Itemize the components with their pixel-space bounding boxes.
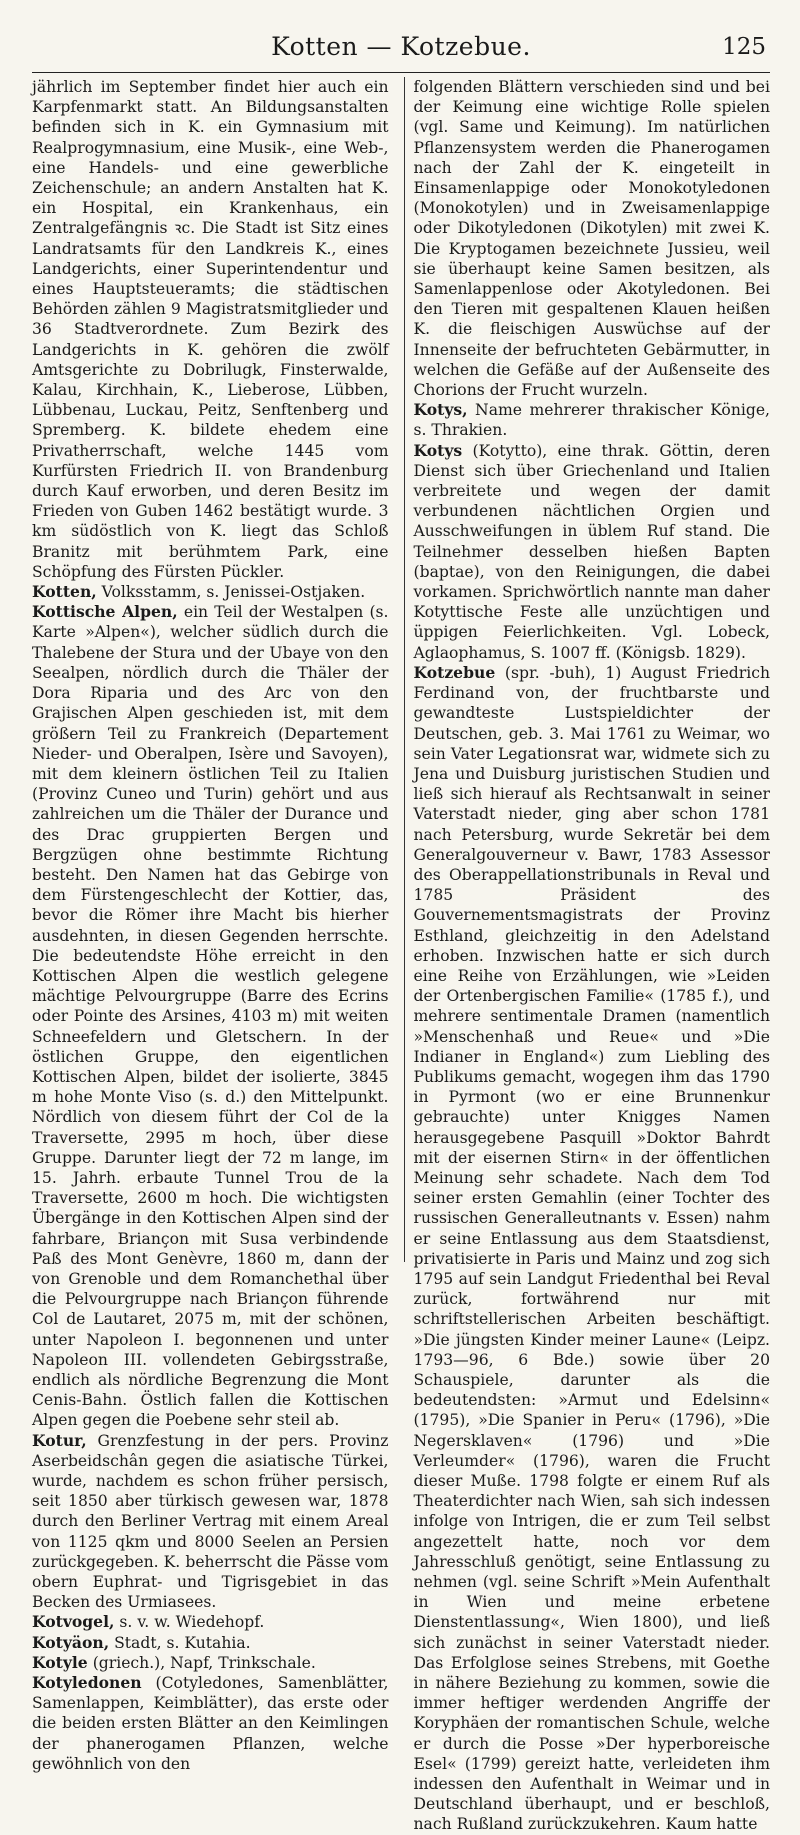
- entry-headword: Kotyledonen: [32, 1673, 142, 1693]
- entry-paragraph: [414, 441, 771, 663]
- entry-paragraph: [414, 400, 771, 440]
- entry-paragraph: [32, 1653, 389, 1673]
- entry-paragraph: [32, 1431, 389, 1613]
- entry-text: ein Teil der Westalpen (s. Karte »Alpen«), welcher südlich durch die Thalebene der Stura und der Ubaye von den Seealpen, nördlich durch die Thäler der Dora Riparia und des Arc von den Grajischen Alpen geschieden ist, mit dem größern Teil zu Frankreich (Departement Nieder- und Oberalpen, Isère und Savoyen), mit dem kleinern östlichen Teil zu Italien (Provinz Cuneo und Turin) gehört und aus zahlreichen um die Thäler der Durance und des Drac gruppierten Bergen und Bergzügen ohne bestimmte Richtung besteht. Den Namen hat das Gebirge von dem Fürstengeschlecht der Kottier, das, bevor die Römer ihre Macht bis hierher ausdehnten, in diesen Gegenden herrschte. Die bedeutendste Höhe erreicht in den Kottischen Alpen die westlich gelegene mächtige Pelvourgruppe (Barre des Ecrins oder Pointe des Arsines, 4103 m) mit weiten Schneefeldern und Gletschern. In der östlichen Gruppe, den eigentlichen Kottischen Alpen, bildet der isolierte, 3845 m hohe Monte Viso (s. d.) den Mittelpunkt. Nördlich von diesem führt der Col de la Traversette, 2995 m hoch, über diese Gruppe. Darunter liegt der 72 m lange, im 15. Jahrh. erbaute Tunnel Trou de la Traversette, 2600 m hoch. Die wichtigsten Übergänge in den Kottischen Alpen sind der fahrbare, Briançon mit Susa verbindende Paß des Mont Genèvre, 1860 m, dann der von Grenoble und dem Romanchethal über die Pelvourgruppe nach Briançon führende Col de Lautaret, 2075 m, mit der schönen, unter Napoleon I. begonnenen und unter Napoleon III. vollendeten Gebirgsstraße, endlich als nördliche Begrenzung die Mont Cenis-Bahn. Östlich fallen die Kottischen Alpen gegen die Poebene sehr steil ab.: [32, 603, 389, 1430]
- entry-paragraph: [32, 1633, 389, 1653]
- entry-text: folgenden Blättern verschieden sind und bei der Keimung eine wichtige Rolle spielen (vgl. Same und Keimung). Im natürlichen Pflanzensystem werden die Phanerogamen nach der Zahl der K. eingeteilt in Einsamenlappige oder Monokotyledonen (Monokotylen) und in Zweisamenlappige oder Dikotyledonen (Dikotylen) mit zwei K. Die Kryptogamen bezeichnete Jussieu, weil sie überhaupt keine Samen besitzen, als Samenlappenlose oder Akotyledonen. Bei den Tieren mit gespaltenen Klauen heißen K. die fleischigen Auswüchse auf der Innenseite der befruchteten Gebärmutter, in welchen die Gefäße auf der Außenseite des Chorions der Frucht wurzeln.: [413, 78, 771, 400]
- entry-text: (Cotyledones, Samenblätter, Samenlappen, Keimblätter), das erste oder die beiden ersten Blätter an den Keimlingen der phanerogamen Pflanzen, welche gewöhnlich von den: [32, 1674, 389, 1773]
- entry-headword: Kotur,: [32, 1430, 87, 1450]
- entry-paragraph: [32, 77, 389, 582]
- entry-headword: Kottische Alpen,: [32, 602, 178, 622]
- entry-text: jährlich im September findet hier auch ein Karpfenmarkt statt. An Bildungsanstalten befinden sich in K. ein Gymnasium mit Realprogymnasium, eine Musik-, eine Web-, eine Handels- und eine gewerbliche Zeichenschule; an andern Anstalten hat K. ein Hospital, ein Krankenhaus, ein Zentralgefängnis ꝛc. Die Stadt ist Sitz eines Landratsamts für den Landkreis K., eines Landgerichts, einer Superintendentur und eines Hauptsteueramts; die städtischen Behörden zählen 9 Magistratsmitglieder und 36 Stadtverordnete. Zum Bezirk des Landgerichts in K. gehören die zwölf Amtsgerichte zu Dobrilugk, Finsterwalde, Kalau, Kirchhain, K., Lieberose, Lübben, Lübbenau, Luckau, Peitz, Senftenberg und Spremberg. K. bildete ehedem eine Privatherrschaft, welche 1445 vom Kurfürsten Friedrich II. von Brandenburg durch Kauf erworben, und deren Besitz im Frieden von Guben 1462 bestätigt wurde. 3 km südöstlich von K. liegt das Schloß Branitz mit berühmtem Park, eine Schöpfung des Fürsten Pückler.: [32, 78, 389, 581]
- entry-paragraph: [32, 602, 389, 1430]
- page-number: 125: [722, 34, 766, 60]
- entry-paragraph: [32, 1612, 389, 1632]
- column-divider: [404, 77, 405, 1262]
- entry-text: (spr. -buh), 1) August Friedrich Ferdinand von, der fruchtbarste und gewandteste Lustspieldichter der Deutschen, geb. 3. Mai 1761 zu Weimar, wo sein Vater Legationsrat war, widmete sich zu Jena und Duisburg juristischen Studien und ließ sich hierauf als Rechtsanwalt in seiner Vaterstadt nieder, ging aber schon 1781 nach Petersburg, wurde Sekretär bei dem Generalgouverneur v. Bawr, 1783 Assessor des Oberappellationstribunals in Reval und 1785 Präsident des Gouvernementsmagistrats der Provinz Esthland, gleichzeitig in den Adelstand erhoben. Inzwischen hatte er sich durch eine Reihe von Erzählungen, wie »Leiden der Ortenbergischen Familie« (1785 f.), und mehrere sentimentale Dramen (namentlich »Menschenhaß und Reue« und »Die Indianer in England«) zum Liebling des Publikums gemacht, wogegen ihm das 1790 in Pyrmont (wo er eine Brunnenkur gebrauchte) unter Knigges Namen herausgegebene Pasquill »Doktor Bahrdt mit der eisernen Stirn« in der öffentlichen Meinung sehr schadete. Nach dem Tod seiner ersten Gemahlin (einer Tochter des russischen Generalleutnants v. Essen) nahm er seine Entlassung aus dem Staatsdienst, privatisierte in Paris und Mainz und zog sich 1795 auf sein Landgut Friedenthal bei Reval zurück, fortwährend nur mit schriftstellerischen Arbeiten beschäftigt. »Die jüngsten Kinder meiner Laune« (Leipz. 1793—96, 6 Bde.) sowie über 20 Schauspiele, darunter als die bedeutendsten: »Armut und Edelsinn« (1795), »Die Spanier in Peru« (1796), »Die Negersklaven« (1796) und »Die Verleumder« (1796), waren die Frucht dieser Muße. 1798 folgte er einem Ruf als Theaterdichter nach Wien, sah sich indessen infolge von Intrigen, die er zum Teil selbst angezettelt hatte, noch vor dem Jahresschluß genötigt, seine Entlassung zu nehmen (vgl. seine Schrift »Mein Aufenthalt in Wien und meine erbetene Dienstentlassung«, Wien 1800), und ließ sich zunächst in seiner Vaterstadt nieder. Das Erfolglose seines Strebens, mit Goethe in nähere Beziehung zu kommen, sowie die immer heftiger werdenden Angriffe der Koryphäen der romantischen Schule, welche er durch die Posse »Der hyperboreische Esel« (1799) gereizt hatte, verleideten ihm indessen den Aufenthalt in Weimar und in Deutschland überhaupt, und er beschloß, nach Rußland zurückzukehren. Kaum hatte: [413, 663, 771, 1834]
- entry-headword: Kotyäon,: [32, 1632, 110, 1652]
- entry-paragraph: [32, 582, 389, 602]
- right-column: [412, 77, 771, 1834]
- entry-headword: Kotzebue: [413, 662, 496, 682]
- entry-headword: Kotys: [413, 440, 463, 460]
- entry-text: Name mehrerer thrakischer Könige, s. Thrakien.: [413, 401, 771, 440]
- entry-headword: Kotvogel,: [32, 1612, 115, 1632]
- entry-headword: Kotys,: [413, 400, 468, 420]
- entry-paragraph: [414, 663, 771, 1835]
- entry-headword: Kotyle: [32, 1652, 88, 1672]
- entry-text: Grenzfestung in der pers. Provinz Aserbeidschân gegen die asiatische Türkei, wurde, nachdem es schon früher persisch, seit 1850 aber türkisch gewesen war, 1878 durch den Berliner Vertrag mit einem Areal von 1125 qkm und 8000 Seelen an Persien zurückgegeben. K. beherrscht die Pässe vom obern Euphrat- und Tigrisgebiet in das Becken des Urmiasees.: [32, 1431, 389, 1612]
- text-columns: [32, 77, 771, 1834]
- entry-text: (Kotytto), eine thrak. Göttin, deren Dienst sich über Griechenland und Italien verbreitete und wegen der damit verbundenen nächtlichen Orgien und Ausschweifungen in üblem Ruf stand. Die Teilnehmer desselben hießen Bapten (baptae), von den Reinigungen, die dabei vorkamen. Sprichwörtlich nannte man daher Kotyttische Feste alle unzüchtigen und üppigen Feierlichkeiten. Vgl. Lobeck, Aglaophamus, S. 1007 ff. (Königsb. 1829).: [413, 441, 771, 662]
- page-header: [32, 28, 770, 73]
- entry-paragraph: [32, 1673, 389, 1774]
- entry-text: Volksstamm, s. Jenissei-Ostjaken.: [96, 583, 366, 602]
- entry-paragraph: [414, 77, 771, 400]
- entry-text: s. v. w. Wiedehopf.: [114, 1613, 265, 1632]
- running-head: Kotten — Kotzebue.: [271, 32, 531, 61]
- left-column: [32, 77, 397, 1773]
- entry-text: (griech.), Napf, Trinkschale.: [87, 1653, 316, 1672]
- entry-headword: Kotten,: [32, 582, 97, 602]
- entry-text: Stadt, s. Kutahia.: [109, 1633, 251, 1652]
